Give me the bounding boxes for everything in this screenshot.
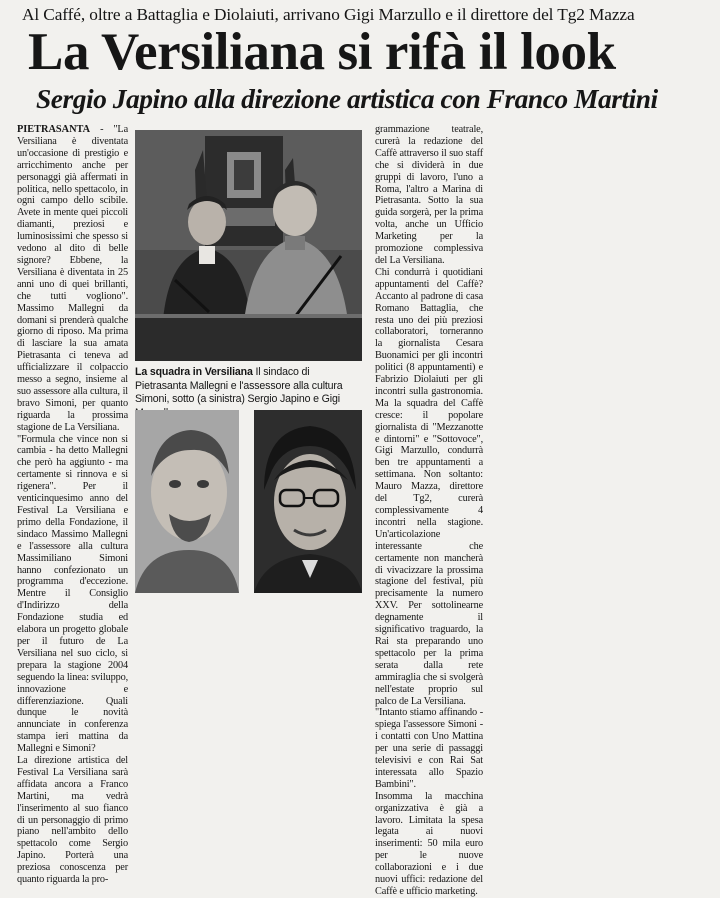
column-right-paragraph: grammazione teatrale, curerà la redazione del Caffè attraverso il suo staff che si dividerà in due gruppi di lavoro, l'uno a Roma, l'altro a Marina di Pietrasanta. Sotto la sua guida sorgerà, per la prima volta, anche un Ufficio Marketing per la promozione complessiva del La Versiliana.	[375, 124, 483, 266]
headline: La Versiliana si rifà il look	[28, 23, 616, 81]
subheadline: Sergio Japino alla direzione artistica con Franco Martini	[36, 83, 658, 114]
caption-title: La squadra in Versiliana	[135, 366, 253, 378]
photo-gigi-marzullo-illustration	[254, 410, 362, 593]
column-right	[375, 124, 483, 897]
column-right-paragraph: Chi condurrà i quotidiani appuntamenti del Caffè? Accanto al padrone di casa Romano Battaglia, che resta uno dei più preziosi collaboratori, torneranno la giornalista Cesara Buonamici per gli incontri politici (8 appuntamenti) e Fabrizio Diolaiuti per gli incontri sulla gastronomia. Ma la squadra del Caffè cresce: il popolare giornalista di "Mezzanotte e dintorni" e "Sottovoce", Gigi Marzullo, condurrà ben tre appuntamenti a settimana. Non soltanto: Mauro Mazza, direttore del Tg2, curerà complessivamente 4 incontri nella stagione. Un'articolazione interessante che certamente non mancherà di vivacizzare la prossima stagione del festival, più precisamente la numero XXV. Per sottolinearne degnamente il significativo traguardo, la Rai sta preparando uno spettacolo per la prima serata dalla rete ammiraglia che si svolgerà nell'estate proprio sul palco de La Versiliana.	[375, 266, 483, 707]
column-left-paragraph: La direzione artistica del Festival La Versiliana sarà affidata ancora a Franco Martini, ma vedrà l'inserimento al suo fianco di un personaggio di primo piano nell'ambito dello spettacolo come Sergio Japino. Porterà una preziosa conoscenza per quanto riguarda la pro-	[17, 755, 128, 886]
photo-conference	[135, 130, 362, 361]
photo-sergio-japino	[135, 410, 239, 593]
column-right-paragraph: Insomma la macchina organizzativa è già a lavoro. Limitata la spesa legata ai nuovi inserimenti: 50 mila euro per le nuove collaborazioni e i due nuovi uffici: redazione del Caffè e ufficio marketing.	[375, 790, 483, 897]
photo-sergio-japino-illustration	[135, 410, 239, 593]
photo-conference-illustration	[135, 130, 362, 361]
column-right-paragraph: "Intanto stiamo affinando - spiega l'assessore Simoni - i contatti con Uno Mattina per una serie di passaggi televisivi e con Rai Sat interessata allo Spazio Bambini".	[375, 707, 483, 790]
column-left-paragraph	[17, 124, 128, 434]
kicker: Al Caffé, oltre a Battaglia e Diolaiuti, arrivano Gigi Marzullo e il direttore del Tg2 Mazza	[22, 5, 635, 24]
column-left-paragraph: "Formula che vince non si cambia - ha detto Mallegni che però ha aggiunto - ma certamente si rinnova e si rigenera". Per il venticinquesimo anno del Festival La Versiliana e primo della Fondazione, il sindaco Massimo Mallegni e l'assessore alla cultura Massimiliano Simoni hanno confezionato un programma d'eccezione. Mentre il Consiglio d'Indirizzo della Fondazione studia ed elabora un progetto globale per il futuro de La Versiliana nel suo ciclo, si prepara la stagione 2004 seguendo la linea: sviluppo, innovazione e differenziazione. Quali dunque le novità annunciate in conferenza stampa ieri mattina da Mallegni e Simoni?	[17, 433, 128, 755]
paragraph-text: - "La Versiliana è diventata un'occasione di prestigio e arricchimento anche per personaggi già affermati in politica, nello spettacolo, in ogni campo dello scibile. Avete in mente quei piccoli diamanti, preziosi e luminosissimi che spesso si vedono al dito di belle signore? Ebbene, la Versiliana è diventata in 25 anni uno di quei brillanti, che tutti vogliono". Massimo Mallegni da domani si prenderà qualche giorno di riposo. Ma prima di lasciare la sua amata Pietrasanta ci teneva ad ufficializzare il colpaccio messo a segno, insieme al suo assessore alla cultura, il bravo Simoni, per quanto riguarda la prossima stagione de La Versiliana.	[17, 124, 128, 433]
caption-text: Il sindaco di Pietrasanta Mallegni e l'assessore alla cultura Simoni, sotto (a sinistra) Sergio Japino e Gigi	[135, 366, 343, 406]
column-left	[17, 124, 128, 886]
dateline: PIETRASANTA	[17, 124, 91, 135]
photo-gigi-marzullo	[254, 410, 362, 593]
